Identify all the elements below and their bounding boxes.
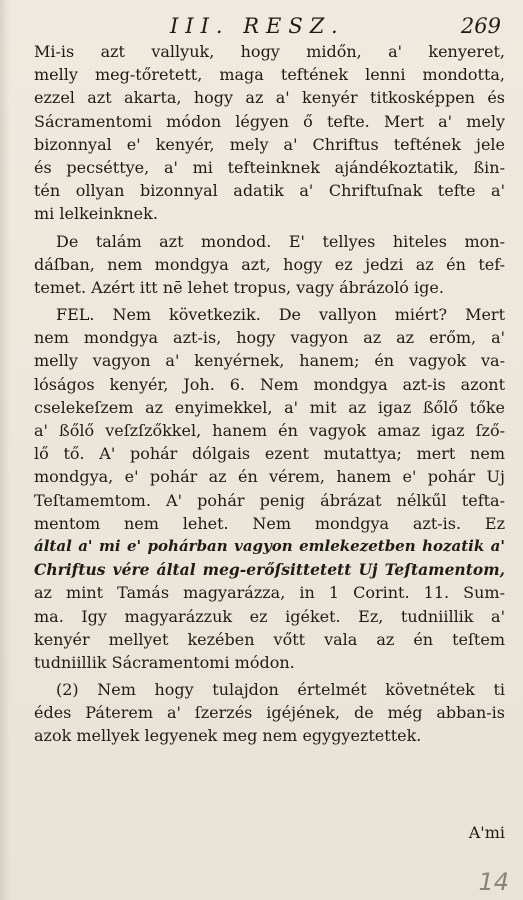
- text-line: FEL. Nem következik. De vallyon miért? Mert: [56, 305, 505, 325]
- text-line: ma. Igy magyarázzuk ez igéket. Ez, tudniillik a': [34, 606, 505, 626]
- text-line: cselekeſzem az enyimekkel, a' mit az igaz ßőlő tőke: [34, 397, 505, 417]
- text-line: dáſban, nem mondgya azt, hogy ez jedzi az én tef-: [34, 254, 505, 274]
- page-number: 269: [460, 14, 501, 38]
- text-line: lóságos kenyér, Joh. 6. Nem mondgya azt-is azont: [34, 374, 505, 394]
- text-line: Sácramentomi módon légyen ő tefte. Mert a' mely: [34, 111, 505, 131]
- text-line: és pecséttye, a' mi tefteinknek ajándékoztatik, ßin-: [34, 157, 505, 177]
- text-line: ezzel azt akarta, hogy az a' kenyér titkosképpen és: [34, 88, 505, 108]
- paragraph: [34, 678, 505, 748]
- text-line: lő tő. A' pohár dólgais ezent mutattya; mert nem: [34, 444, 505, 464]
- text-line: mi lelkeinknek.: [34, 204, 158, 224]
- body-text: [34, 40, 505, 748]
- text-line: (2) Nem hogy tulajdon értelmét követnétek ti: [56, 680, 505, 700]
- text-line: temet. Azért itt nē lehet tropus, vagy ábrázoló ige.: [34, 277, 444, 297]
- text-line: a' ßőlő veſzſzőkkel, hanem én vagyok amaz igaz ſző-: [34, 421, 505, 440]
- text-line: azok mellyek legyenek meg nem egygyeztettek.: [34, 726, 422, 746]
- text-line: mentom nem lehet. Nem mondgya azt-is. Ez: [34, 513, 505, 533]
- page-edge-shadow: [0, 0, 10, 900]
- text-line: által a' mi e' pohárban vagyon emlekezetben hozatik a': [34, 536, 505, 555]
- catchword: A'mi: [468, 823, 505, 842]
- text-line: melly vagyon a' kenyérnek, hanem; én vagyok va-: [34, 351, 505, 371]
- text-line: Mi-is azt vallyuk, hogy midőn, a' kenyeret,: [34, 42, 505, 61]
- text-line: De talám azt mondod. E' tellyes hiteles mon-: [56, 231, 505, 251]
- running-head: [34, 14, 505, 38]
- text-line: édes Páterem a' ſzerzés igéjének, de még abban-is: [34, 703, 505, 723]
- text-line: melly meg-tőretett, maga teftének lenni mondotta,: [34, 65, 505, 85]
- paragraph: [34, 230, 505, 300]
- pencil-mark: 14: [478, 868, 509, 896]
- text-line: nem mondgya azt-is, hogy vagyon az az erőm, a': [34, 328, 505, 348]
- paragraph: [34, 40, 505, 226]
- text-line: tudniillik Sácramentomi módon.: [34, 652, 295, 672]
- text-line: Teſtamemtom. A' pohár penig ábrázat nélkűl tefta-: [34, 490, 505, 510]
- text-line: az mint Tamás magyarázza, in 1 Corint. 11. Sum-: [34, 583, 505, 603]
- chapter-heading: III. RESZ.: [170, 14, 345, 38]
- text-line: tén ollyan bizonnyal adatik a' Chriftuſnak tefte a': [34, 181, 505, 201]
- text-line: Chriftus vére által meg-erőſsittetett Uj Teſtamentom,: [34, 560, 505, 580]
- text-line: bizonnyal e' kenyér, mely a' Chriftus teftének jele: [34, 134, 505, 154]
- text-line: mondgya, e' pohár az én vérem, hanem e' pohár Uj: [34, 467, 505, 487]
- paragraph: [34, 303, 505, 674]
- text-line: kenyér mellyet kezében vőtt vala az én teſtem: [34, 629, 505, 649]
